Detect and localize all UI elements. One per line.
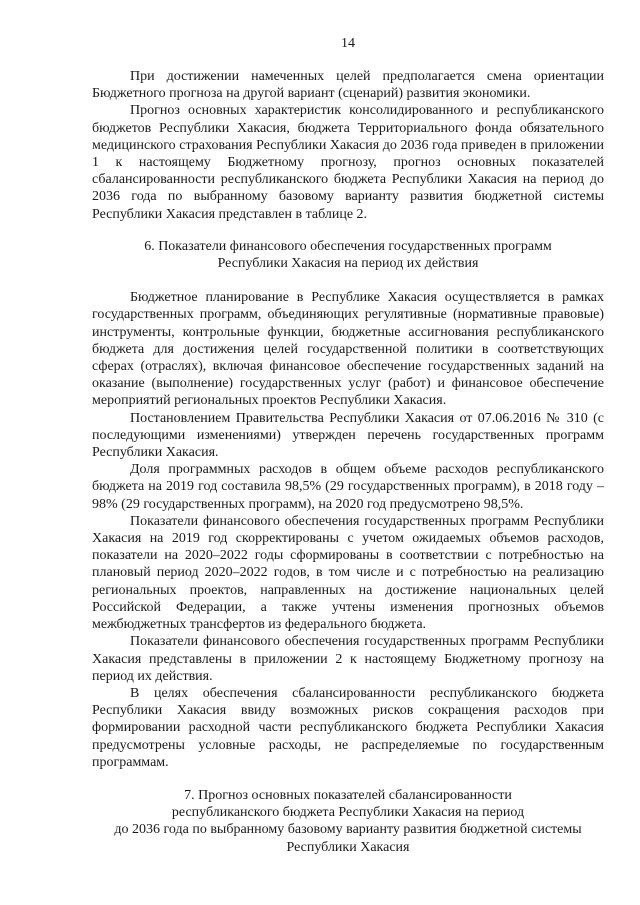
section-7-title-line-2: республиканского бюджета Республики Хакасия на период [171, 805, 525, 821]
paragraph-program-share: Доля программных расходов в общем объеме расходов республиканского бюджета на 2019 год составила 98,5% (29 государственных программ), в 2018 году – 98% (29 государственных программ), на 2020 год предусмотрено 98,5%. [92, 462, 604, 512]
paragraph-indicators-adjusted: Показатели финансового обеспечения государственных программ Республики Хакасия на 2019 год скорректированы с учетом ожидаемых объемов расходов, показатели на 2020–2022 годы сформированы в соответствии с потребностью на плановый период 2020–2022 годов, в том числе и с потребностью на реализацию региональных проектов, направленных на достижение национальных целей Российской Федерации, а также учтены изменения прогнозных объемов межбюджетных трансфертов из федерального бюджета. [92, 513, 604, 633]
paragraph-indicators-appendix: Показатели финансового обеспечения государственных программ Республики Хакасия представлены в приложении 2 к настоящему Бюджетному прогнозу на период их действия. [92, 634, 604, 684]
section-6-title-line-1: 6. Показатели финансового обеспечения государственных программ [144, 238, 552, 254]
paragraph-government-decree: Постановлением Правительства Республики Хакасия от 07.06.2016 № 310 (с последующими изменениями) утвержден перечень государственных программ Республики Хакасия. [92, 410, 604, 461]
section-7-title-line-1: 7. Прогноз основных показателей сбалансированности [184, 787, 512, 803]
section-6-title-line-2: Республики Хакасия на период их действия [217, 256, 479, 272]
paragraph-budget-forecast: Прогноз основных характеристик консолидированного и республиканского бюджетов Республики Хакасия, бюджета Территориального фонда обязательного медицинского страхования Республики Хакасия до 2036 года приведен в приложении 1 к настоящему Бюджетному прогнозу, прогноз основных показателей сбалансированности республиканского бюджета Республики Хакасия на период до 2036 года по выбранному базовому варианту развития бюджетной системы Республики Хакасия представлен в таблице 2. [92, 103, 604, 222]
section-6-heading [92, 238, 604, 272]
section-7-title-line-3: до 2036 года по выбранному базовому варианту развития бюджетной системы [114, 822, 582, 838]
paragraph-scenario-change: При достижении намеченных целей предполагается смена ориентации Бюджетного прогноза на другой вариант (сценарий) развития экономики. [92, 69, 604, 102]
page-number: 14 [341, 36, 355, 51]
paragraph-conditional-expenses: В целях обеспечения сбалансированности республиканского бюджета Республики Хакасия ввиду возможных рисков сокращения расходов при формировании расходной части республиканского бюджета Республики Хакасия предусмотрены условные расходы, не распределяемые по государственным программам. [92, 685, 604, 770]
paragraph-budget-planning: Бюджетное планирование в Республике Хакасия осуществляется в рамках государственных программ, объединяющих регулятивные (нормативные правовые) инструменты, контрольные функции, бюджетные ассигнования республиканского бюджета для достижения целей государственной политики в соответствующих сферах (отраслях), включая финансовое обеспечение государственных заданий на оказание (выполнение) государственных услуг (работ) и финансовое обеспечение мероприятий региональных проектов Республики Хакасия. [92, 290, 604, 409]
section-7-title-line-4: Республики Хакасия [286, 839, 410, 855]
section-7-heading [92, 787, 604, 856]
